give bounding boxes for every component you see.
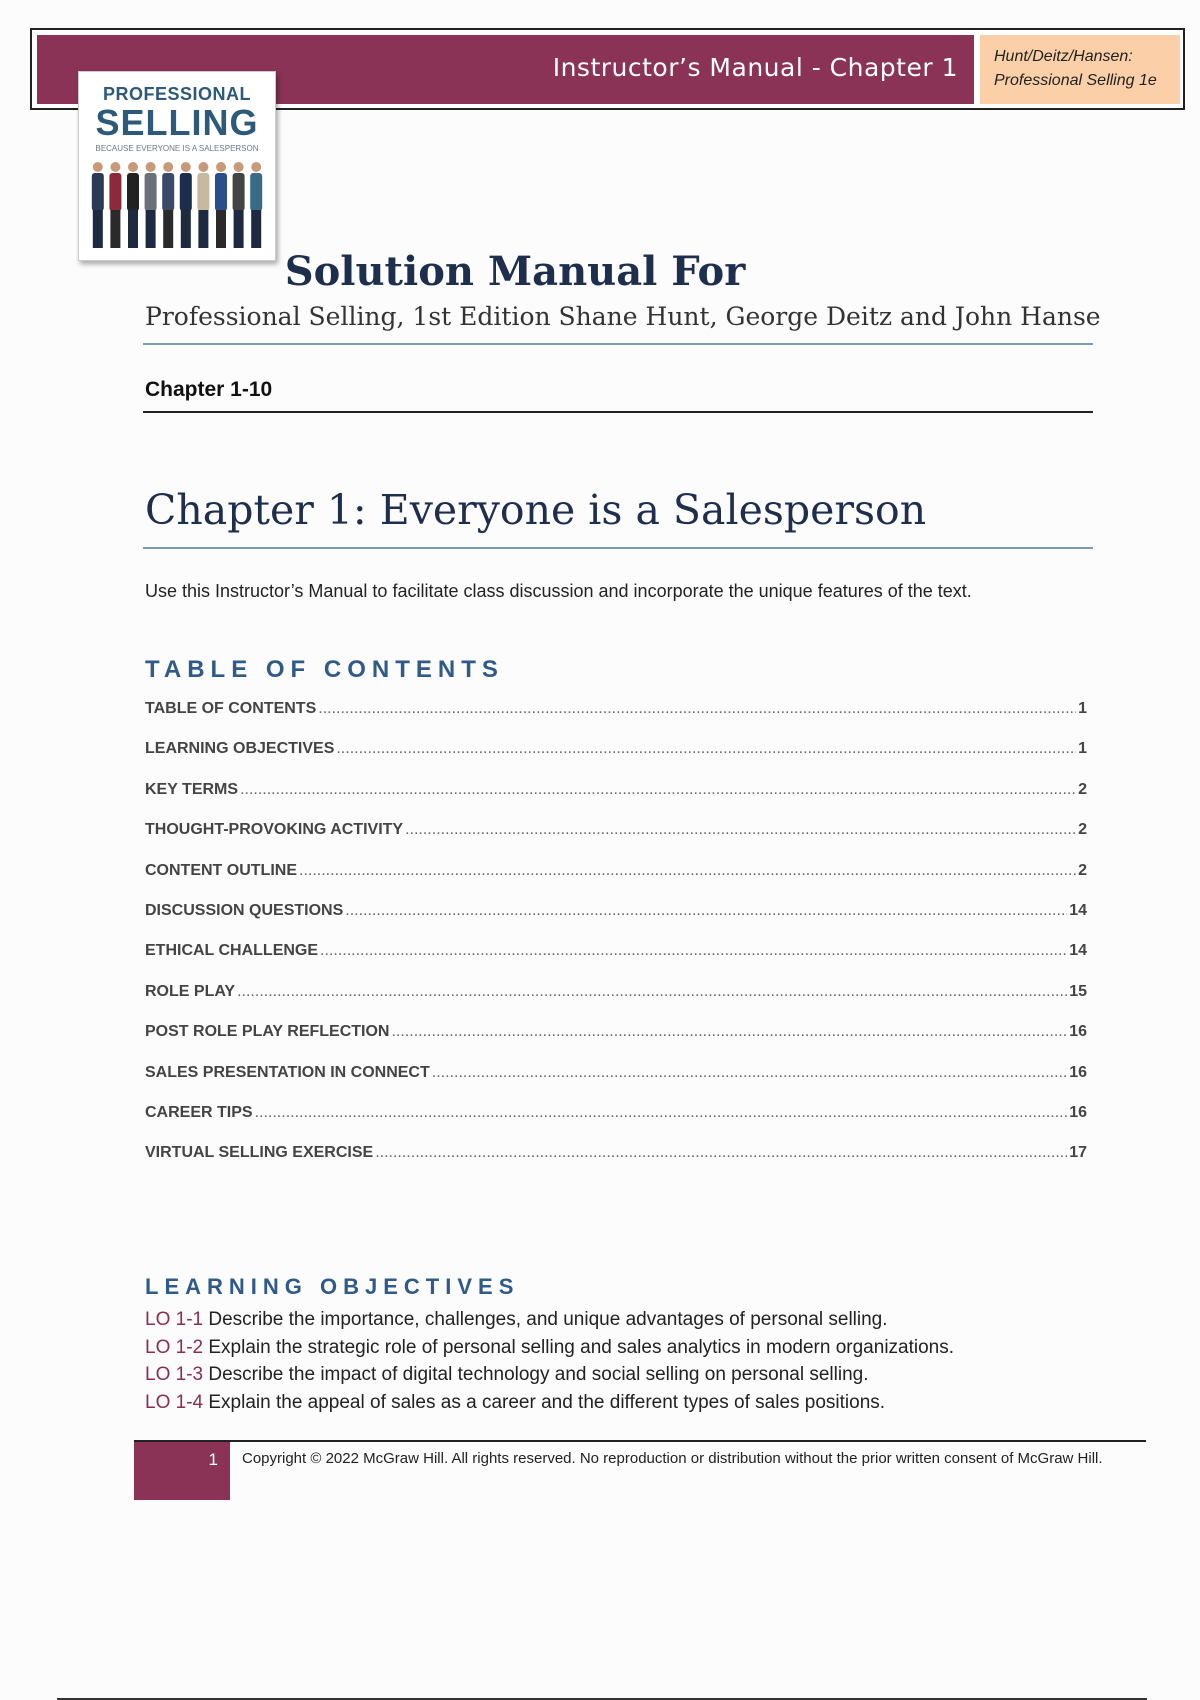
footer-copyright: Copyright © 2022 McGraw Hill. All rights reserved. No reproduction or distribution without the prior written consent of McGraw Hill.: [242, 1450, 1103, 1467]
toc-entry-label: KEY TERMS: [145, 780, 239, 798]
cover-person-figure: [250, 162, 262, 248]
header-author-tag: [980, 35, 1180, 104]
cover-title-line2: SELLING: [95, 102, 259, 143]
chapter-title-divider: [143, 547, 1093, 549]
learning-objective-code: LO 1-2: [145, 1336, 204, 1358]
toc-entry-page: 16: [1069, 1103, 1087, 1121]
document-subtitle: Professional Selling, 1st Edition Shane Hunt, George Deitz and John Hanse: [145, 302, 1101, 331]
footer-page-box: [134, 1442, 230, 1500]
toc-entry-page: 2: [1078, 780, 1087, 798]
toc-entry-label: DISCUSSION QUESTIONS: [145, 901, 344, 919]
toc-entry-page: 14: [1069, 901, 1087, 919]
toc-entry[interactable]: [145, 862, 1087, 902]
toc-entry-label: ROLE PLAY: [145, 982, 236, 1000]
toc-entry-page: 1: [1078, 740, 1087, 758]
toc-entry[interactable]: [145, 942, 1087, 982]
cover-people-illustration: [89, 157, 265, 252]
toc-entry-page: 15: [1069, 982, 1087, 1000]
toc-leader-dots: [345, 902, 1067, 920]
toc-leader-dots: [240, 781, 1076, 799]
intro-text: Use this Instructor’s Manual to facilitate class discussion and incorporate the unique features of the text.: [145, 581, 972, 601]
learning-objective: [145, 1306, 954, 1334]
learning-objective: [145, 1334, 954, 1362]
cover-title-line1: PROFESSIONAL: [102, 84, 251, 104]
learning-objectives-heading: LEARNING OBJECTIVES: [145, 1274, 520, 1299]
toc-leader-dots: [299, 862, 1076, 880]
cover-tagline: BECAUSE EVERYONE IS A SALESPERSON: [95, 144, 259, 153]
footer-divider: [134, 1440, 1146, 1442]
toc-leader-dots: [391, 1023, 1067, 1041]
toc-entry-page: 1: [1078, 700, 1087, 717]
toc-entry[interactable]: [145, 700, 1087, 740]
cover-person-figure: [233, 162, 245, 248]
toc-entry-label: LEARNING OBJECTIVES: [145, 740, 335, 758]
toc-entry-page: 16: [1069, 1063, 1087, 1081]
toc-entry-label: CONTENT OUTLINE: [145, 861, 297, 879]
cover-person-figure: [180, 162, 192, 248]
chapter-range: Chapter 1-10: [145, 378, 273, 401]
toc-entry[interactable]: [145, 740, 1087, 780]
chapter-title: Chapter 1: Everyone is a Salesperson: [145, 486, 927, 534]
toc-entry[interactable]: [145, 902, 1087, 942]
learning-objective-text: Describe the importance, challenges, and unique advantages of personal selling.: [208, 1309, 888, 1330]
toc-leader-dots: [255, 1104, 1068, 1122]
learning-objective-text: Describe the impact of digital technology and social selling on personal selling.: [208, 1364, 869, 1385]
document-title: Solution Manual For: [284, 248, 746, 295]
cover-person-figure: [215, 162, 227, 248]
toc-entry[interactable]: [145, 1023, 1087, 1063]
toc-entry[interactable]: [145, 983, 1087, 1023]
toc-leader-dots: [432, 1064, 1067, 1082]
chapter-range-divider: [143, 411, 1093, 413]
learning-objective: [145, 1389, 954, 1417]
cover-person-figure: [197, 162, 209, 248]
toc-entry[interactable]: [145, 1144, 1087, 1184]
toc-entry-label: VIRTUAL SELLING EXERCISE: [145, 1144, 374, 1162]
toc-leader-dots: [320, 942, 1067, 960]
toc-entry-page: 2: [1078, 861, 1087, 879]
cover-person-figure: [127, 162, 139, 248]
learning-objective-text: Explain the strategic role of personal selling and sales analytics in modern organizations.: [208, 1336, 955, 1358]
learning-objective-code: LO 1-1: [145, 1309, 204, 1330]
toc-entry-label: TABLE OF CONTENTS: [145, 700, 317, 717]
learning-objective-text: Explain the appeal of sales as a career and the different types of sales positions.: [208, 1391, 886, 1413]
toc-entry-page: 14: [1069, 942, 1087, 960]
learning-objectives-list: [145, 1306, 954, 1416]
toc-heading: TABLE OF CONTENTS: [145, 656, 504, 683]
toc-leader-dots: [405, 821, 1076, 839]
learning-objective-code: LO 1-3: [145, 1364, 204, 1385]
footer-page-number: 1: [208, 1450, 218, 1469]
header-title: Instructor’s Manual - Chapter 1: [552, 53, 958, 82]
learning-objective-code: LO 1-4: [145, 1391, 204, 1413]
toc-leader-dots: [318, 700, 1076, 718]
toc-entry-label: SALES PRESENTATION IN CONNECT: [145, 1063, 430, 1081]
toc-leader-dots: [375, 1144, 1067, 1162]
toc-entry-page: 2: [1078, 821, 1087, 839]
toc-entry-label: THOUGHT-PROVOKING ACTIVITY: [145, 821, 404, 839]
toc-entry-label: POST ROLE PLAY REFLECTION: [145, 1023, 390, 1041]
toc-entry-page: 17: [1069, 1144, 1087, 1162]
cover-person-figure: [92, 162, 104, 248]
toc-entry[interactable]: [145, 1064, 1087, 1104]
toc-leader-dots: [336, 740, 1076, 758]
toc-entry-label: ETHICAL CHALLENGE: [145, 942, 319, 960]
header-tag-line1: Hunt/Deitz/Hansen:: [994, 48, 1133, 65]
toc-entry-label: CAREER TIPS: [145, 1103, 253, 1121]
cover-person-figure: [145, 162, 157, 248]
cover-person-figure: [162, 162, 174, 248]
toc-list: [145, 700, 1087, 1185]
cover-person-figure: [109, 162, 121, 248]
toc-entry-page: 16: [1069, 1023, 1087, 1041]
title-divider: [143, 343, 1093, 345]
book-cover-image: [78, 71, 276, 261]
toc-entry[interactable]: [145, 781, 1087, 821]
toc-entry[interactable]: [145, 821, 1087, 861]
learning-objective: [145, 1361, 954, 1389]
header-tag-line2: Professional Selling 1e: [994, 72, 1157, 89]
toc-leader-dots: [237, 983, 1067, 1001]
toc-entry[interactable]: [145, 1104, 1087, 1144]
